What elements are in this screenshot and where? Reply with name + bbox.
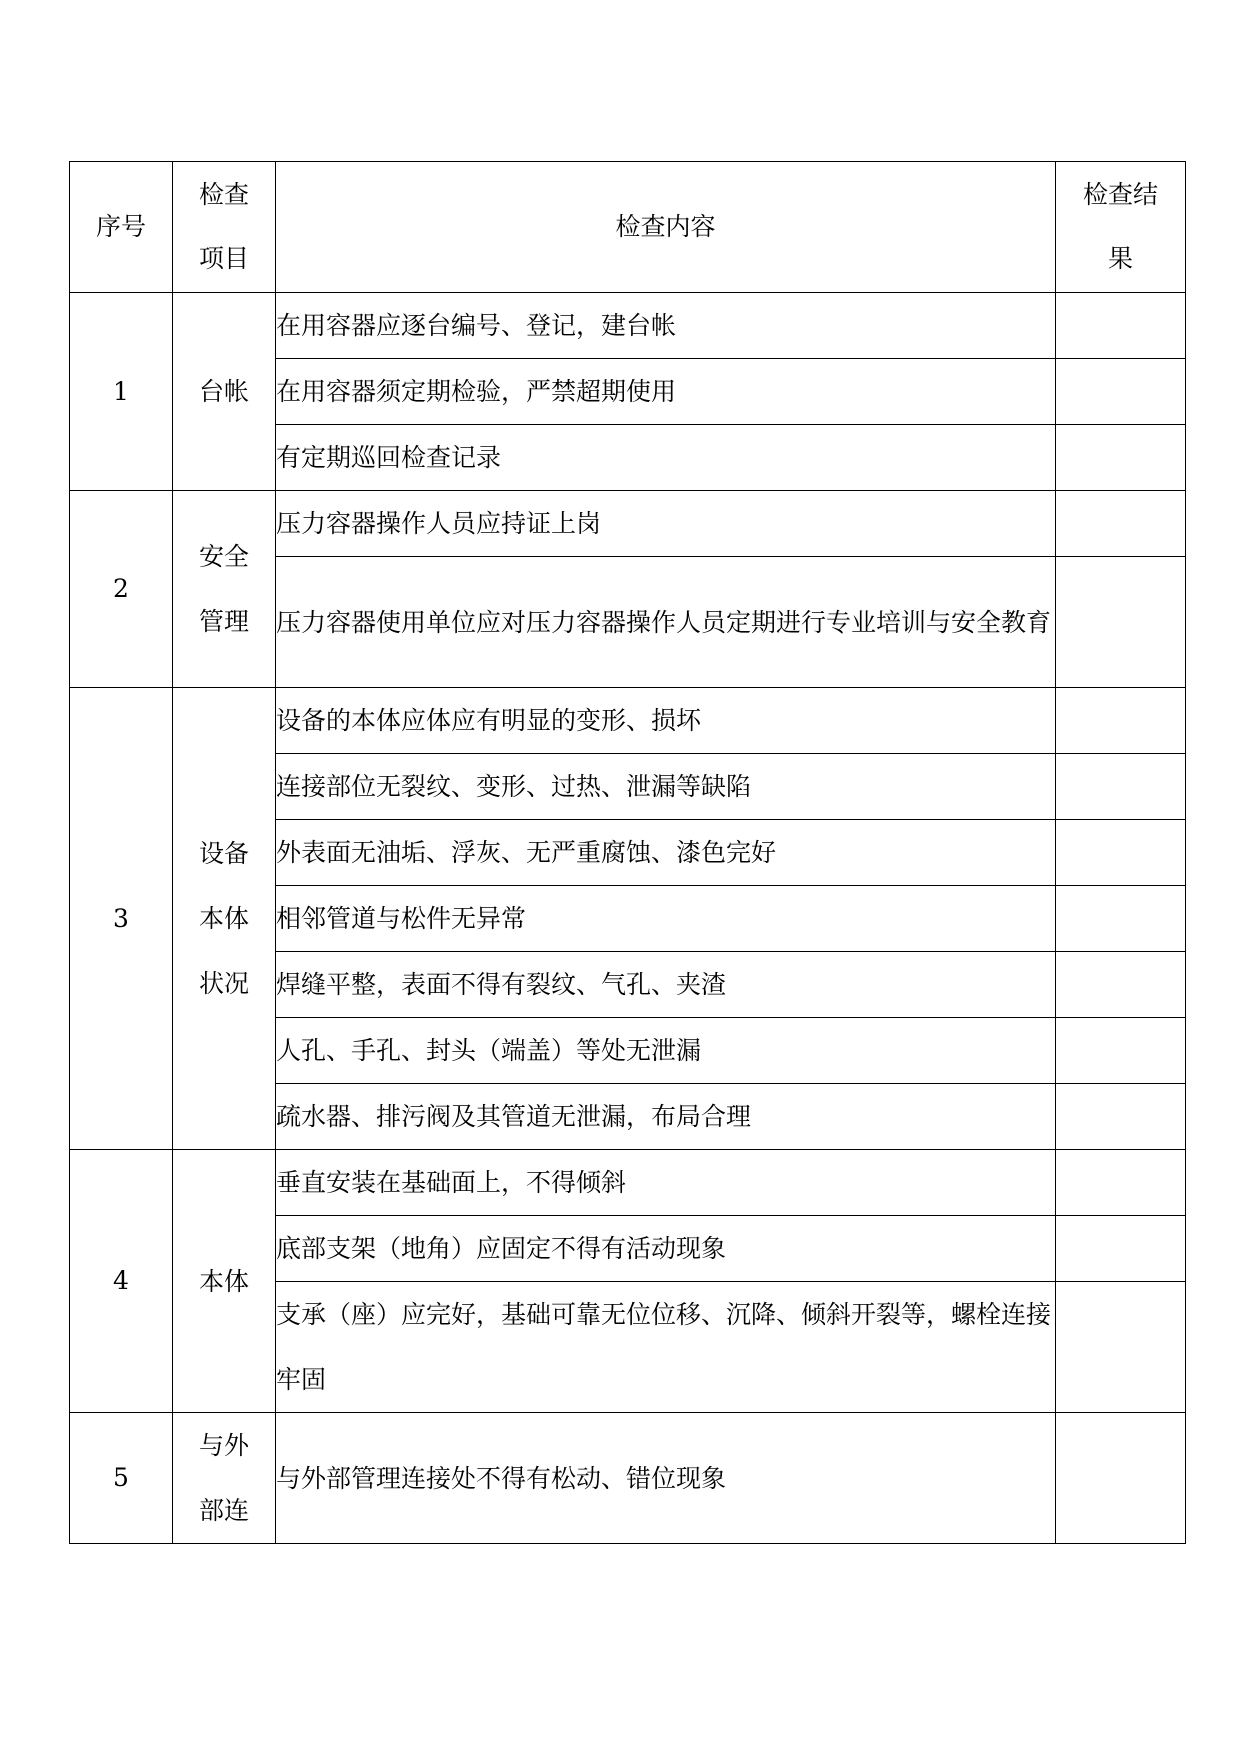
check-content: 设备的本体应体应有明显的变形、损坏 xyxy=(276,688,1056,754)
table-row xyxy=(70,293,1186,359)
table-row xyxy=(70,1150,1186,1216)
header-item-line-2: 项目 xyxy=(198,244,249,273)
check-content: 人孔、手孔、封头（端盖）等处无泄漏 xyxy=(276,1018,1056,1084)
inspection-table xyxy=(69,161,1186,1544)
group-3-item-line-2: 本体 xyxy=(198,904,249,933)
group-4-seq: 4 xyxy=(70,1150,173,1413)
group-5-item-line-2: 部连 xyxy=(198,1496,249,1525)
group-1-item: 台帐 xyxy=(173,293,276,491)
header-result xyxy=(1056,162,1186,293)
group-5-seq: 5 xyxy=(70,1413,173,1544)
group-3-item xyxy=(173,688,276,1150)
check-result-cell[interactable] xyxy=(1056,754,1186,820)
group-3-seq: 3 xyxy=(70,688,173,1150)
check-result-cell[interactable] xyxy=(1056,557,1186,688)
check-result-cell[interactable] xyxy=(1056,425,1186,491)
group-2-item-line-2: 管理 xyxy=(198,607,249,636)
check-content: 在用容器须定期检验，严禁超期使用 xyxy=(276,359,1056,425)
group-2-item-line-1: 安全 xyxy=(198,542,249,571)
check-content: 相邻管道与松件无异常 xyxy=(276,886,1056,952)
header-item-line-1: 检查 xyxy=(198,180,249,209)
check-result-cell[interactable] xyxy=(1056,1084,1186,1150)
header-result-line-2: 果 xyxy=(1107,244,1133,273)
check-result-cell[interactable] xyxy=(1056,952,1186,1018)
check-content: 压力容器使用单位应对压力容器操作人员定期进行专业培训与安全教育 xyxy=(276,557,1056,688)
check-content: 在用容器应逐台编号、登记，建台帐 xyxy=(276,293,1056,359)
check-content: 与外部管理连接处不得有松动、错位现象 xyxy=(276,1413,1056,1544)
check-content: 底部支架（地角）应固定不得有活动现象 xyxy=(276,1216,1056,1282)
check-result-cell[interactable] xyxy=(1056,359,1186,425)
header-result-line-1: 检查结 xyxy=(1082,180,1158,209)
check-result-cell[interactable] xyxy=(1056,1150,1186,1216)
header-item xyxy=(173,162,276,293)
check-result-cell[interactable] xyxy=(1056,1018,1186,1084)
table-row xyxy=(70,688,1186,754)
group-2-item xyxy=(173,491,276,688)
check-result-cell[interactable] xyxy=(1056,820,1186,886)
header-content: 检查内容 xyxy=(276,162,1056,293)
header-seq: 序号 xyxy=(70,162,173,293)
group-3-item-line-3: 状况 xyxy=(198,969,249,998)
group-3-item-line-1: 设备 xyxy=(198,839,249,868)
check-content: 垂直安装在基础面上，不得倾斜 xyxy=(276,1150,1056,1216)
check-content: 焊缝平整，表面不得有裂纹、气孔、夹渣 xyxy=(276,952,1056,1018)
check-result-cell[interactable] xyxy=(1056,491,1186,557)
group-5-item-line-1: 与外 xyxy=(198,1431,249,1460)
group-2-seq: 2 xyxy=(70,491,173,688)
header-row xyxy=(70,162,1186,293)
check-content: 压力容器操作人员应持证上岗 xyxy=(276,491,1056,557)
group-4-item: 本体 xyxy=(173,1150,276,1413)
group-5-item xyxy=(173,1413,276,1544)
check-result-cell[interactable] xyxy=(1056,1282,1186,1413)
check-content: 有定期巡回检查记录 xyxy=(276,425,1056,491)
check-content: 支承（座）应完好，基础可靠无位位移、沉降、倾斜开裂等，螺栓连接牢固 xyxy=(276,1282,1056,1413)
check-result-cell[interactable] xyxy=(1056,688,1186,754)
table-row xyxy=(70,1413,1186,1544)
check-result-cell[interactable] xyxy=(1056,293,1186,359)
check-result-cell[interactable] xyxy=(1056,1413,1186,1544)
check-result-cell[interactable] xyxy=(1056,886,1186,952)
check-result-cell[interactable] xyxy=(1056,1216,1186,1282)
group-1-seq: 1 xyxy=(70,293,173,491)
check-content: 外表面无油垢、浮灰、无严重腐蚀、漆色完好 xyxy=(276,820,1056,886)
table-row xyxy=(70,491,1186,557)
check-content: 疏水器、排污阀及其管道无泄漏，布局合理 xyxy=(276,1084,1056,1150)
check-content: 连接部位无裂纹、变形、过热、泄漏等缺陷 xyxy=(276,754,1056,820)
